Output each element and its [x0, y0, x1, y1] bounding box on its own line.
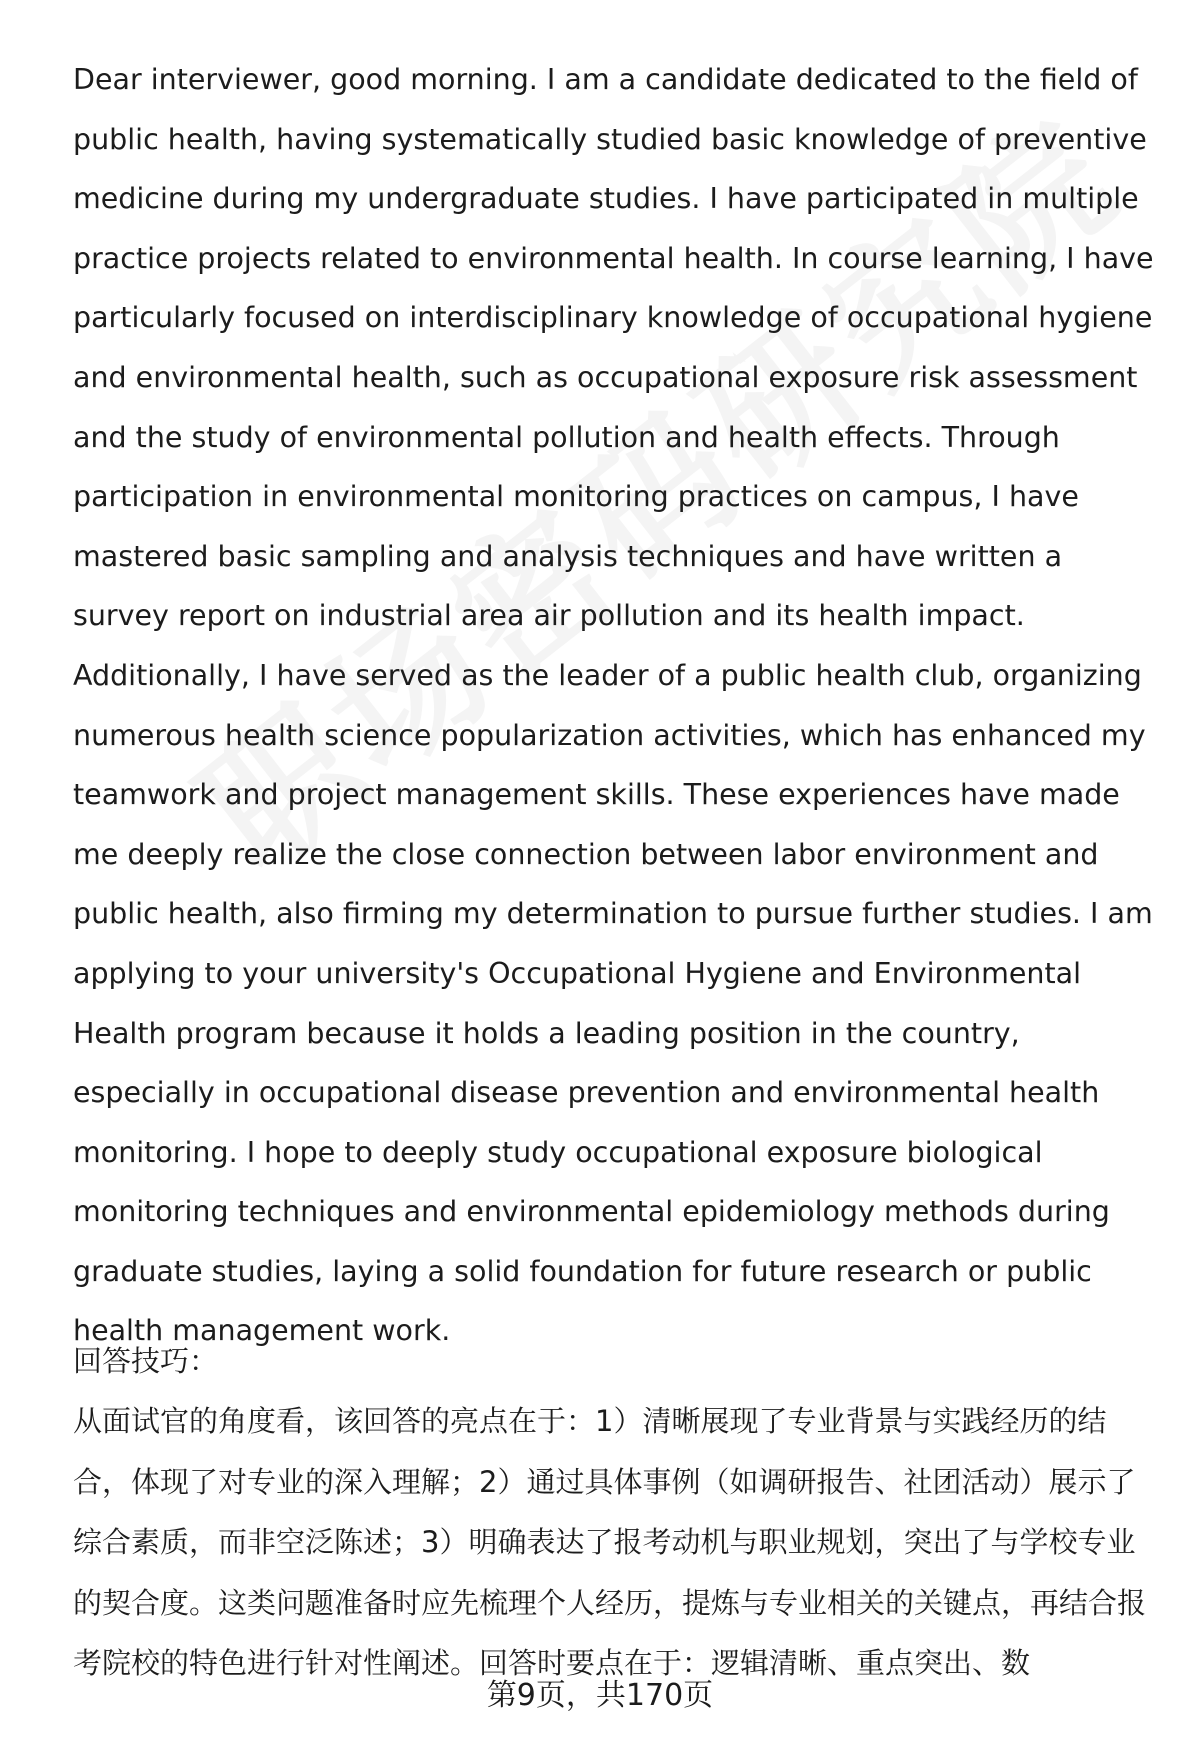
tips-paragraph: 从面试官的角度看，该回答的亮点在于：1）清晰展现了专业背景与实践经历的结合，体现了对专业的深入理解；2）通过具体事例（如调研报告、社团活动）展示了综合素质，而非空泛陈述；3）明确表达了报考动机与职业规划，突出了与学校专业的契合度。这类问题准备时应先梳理个人经历，提炼与专业相关的关键点，再结合报考院校的特色进行针对性阐述。回答时要点在于：逻辑清晰、重点突出、数 [73, 1404, 1147, 1680]
page-number: 第9页，共170页 [486, 1678, 714, 1713]
answer-paragraph: Dear interviewer, good morning. I am a candidate dedicated to the field of public health, having systematically studied basic knowledge of preventive medicine during my undergraduate studies. I have participated in multiple practice projects related to environmental health. In course learning, I have particularly focused on interdisciplinary knowledge of occupational hygiene and environmental health, such as occupational exposure risk assessment and the study of environmental pollution and health effects. Through participation in environmental monitoring practices on campus, I have mastered basic sampling and analysis techniques and have written a survey report on industrial area air pollution and its health impact. Additionally, I have served as the leader of a public health club, organizing numerous health science popularization activities, which has enhanced my teamwork and project management skills. These experiences have made me deeply realize the close connection between labor environment and public health, also firming my determination to pursue further studies. I am applying to your university's Occupational Hygiene and Environmental Health program because it holds a leading position in the country, especially in occupational disease prevention and environmental health monitoring. I hope to deeply study occupational exposure biological monitoring techniques and environmental epidemiology methods during graduate studies, laying a solid foundation for future research or public health management work. [73, 63, 1154, 1348]
tips-heading: 回答技巧： [73, 1344, 219, 1378]
